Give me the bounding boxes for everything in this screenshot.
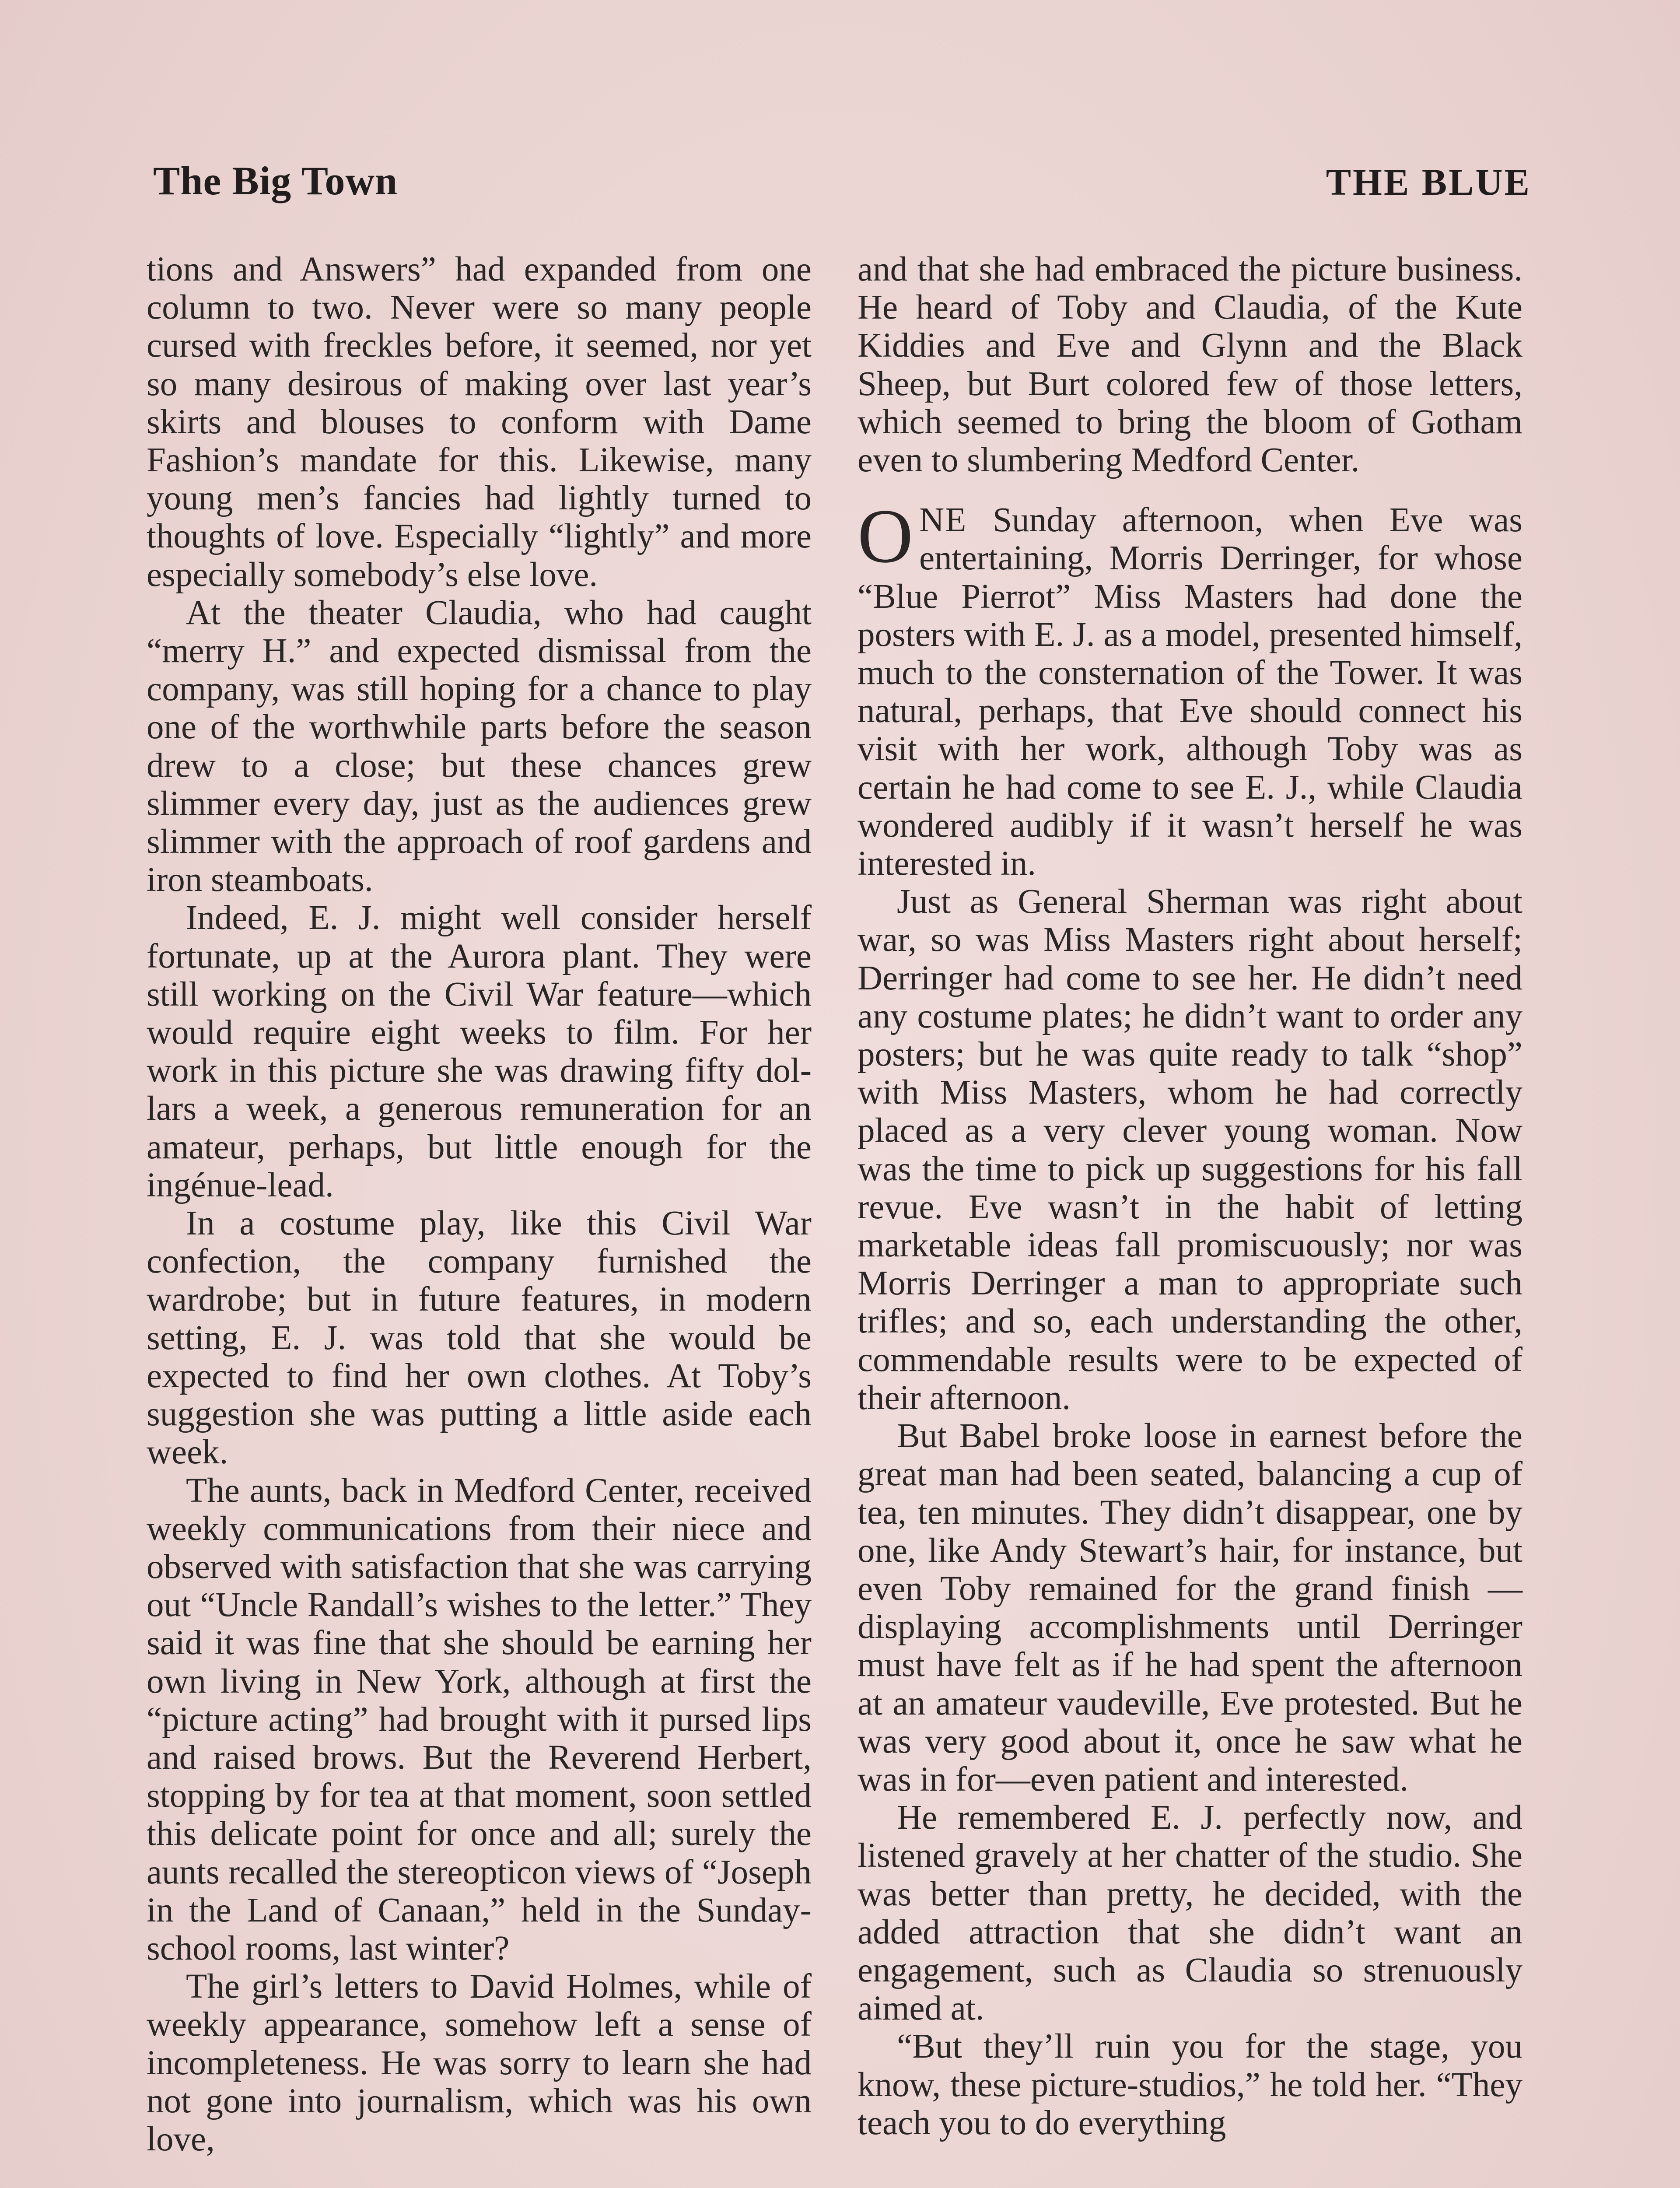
drop-cap: O: [858, 494, 914, 579]
running-head-title: The Big Town: [153, 158, 398, 203]
running-head: [153, 158, 1531, 206]
paragraph: The aunts, back in Medford Center, received weekly communications from their niece and observed with satisfaction that she was carrying out “Uncle Randall’s wishes to the letter.” They said it was fine that she should be earning her own living in New York, although at first the “picture acting” had brought with it pursed lips and raised brows. But the Reverend Herbert, stopping by for tea at that moment, soon settled this delicate point for once and all; surely the aunts recalled the stereopticon views of “Joseph in the Land of Canaan,” held in the Sunday-school rooms, last winter?: [147, 1471, 812, 1967]
paragraph: and that she had embraced the picture business. He heard of Toby and Claudia, of the Kute Kiddies and Eve and Glynn and the Black Sheep, but Burt colored few of those letters, which seemed to bring the bloom of Gotham even to slumbering Medford Center.: [858, 250, 1522, 480]
paragraph: At the theater Claudia, who had caught “merry H.” and expected dismissal from the company, was still hoping for a chance to play one of the worthwhile parts before the season drew to a close; but these chances grew slimmer every day, just as the audiences grew slimmer with the approach of roof gardens and iron steamboats.: [147, 593, 812, 899]
right-column: [858, 250, 1522, 2142]
paragraph: But Babel broke loose in earnest before the great man had been seated, balancing a cup of tea, ten minutes. They didn’t disappear, one by one, like Andy Stewart’s hair, for instance, but even Toby remained for the grand finish —displaying accomplishments until Derringer must have felt as if he had spent the afternoon at an amateur vaudeville, Eve protested. But he was very good about it, once he saw what he was in for—even patient and interested.: [858, 1417, 1522, 1799]
paragraph: Indeed, E. J. might well consider herself fortunate, up at the Aurora plant. They were still working on the Civil War feature—which would require eight weeks to film. For her work in this picture she was drawing fifty dollars a week, a generous remuneration for an amateur, perhaps, but little enough for the ingénue-lead.: [147, 899, 812, 1204]
paragraph-text: Sunday afternoon, when Eve was entertaining, Morris Derringer, for whose “Blue Pierrot” Miss Masters had done the posters with E. J. as a model, presented himself, much to the consternation of the Tower. It was natural, perhaps, that Eve should connect his visit with her work, although Toby was as certain he had come to see E. J., while Claudia wondered audibly if it wasn’t herself he was interested in.: [858, 501, 1522, 883]
running-head-magazine: THE BLUE: [1326, 161, 1531, 203]
left-column: [147, 250, 812, 2158]
paragraph: Just as General Sherman was right about war, so was Miss Masters right about herself; Derringer had come to see her. He didn’t need any costume plates; he didn’t want to order any posters; but he was quite ready to talk “shop” with Miss Masters, whom he had correctly placed as a very clever young woman. Now was the time to pick up suggestions for his fall revue. Eve wasn’t in the habit of letting marketable ideas fall promiscuously; nor was Morris Derringer a man to appropriate such trifles; and so, each understanding the other, commendable results were to be expected of their afternoon.: [858, 883, 1522, 1417]
paragraph: tions and Answers” had expanded from one column to two. Never were so many people cursed with freckles before, it seemed, nor yet so many desirous of making over last year’s skirts and blouses to conform with Dame Fashion’s mandate for this. Likewise, many young men’s fancies had lightly turned to thoughts of love. Especially “lightly” and more especially somebody’s else love.: [147, 250, 812, 594]
paragraph: The girl’s letters to David Holmes, while of weekly appearance, somehow left a sense of incompleteness. He was sorry to learn she had not gone into journalism, which was his own love,: [147, 1967, 812, 2158]
small-caps-lead: NE: [919, 501, 967, 540]
section-opening-paragraph: [858, 494, 1522, 883]
paragraph: In a costume play, like this Civil War confection, the company furnished the wardrobe; but in future features, in modern setting, E. J. was told that she would be expected to find her own clothes. At Toby’s suggestion she was putting a little aside each week.: [147, 1204, 812, 1472]
paragraph: He remembered E. J. perfectly now, and listened gravely at her chatter of the studio. She was better than pretty, he decided, with the added attraction that she didn’t want an engagement, such as Claudia so strenuously aimed at.: [858, 1799, 1522, 2028]
paragraph: “But they’ll ruin you for the stage, you know, these picture-studios,” he told her. “They teach you to do everything: [858, 2027, 1522, 2142]
